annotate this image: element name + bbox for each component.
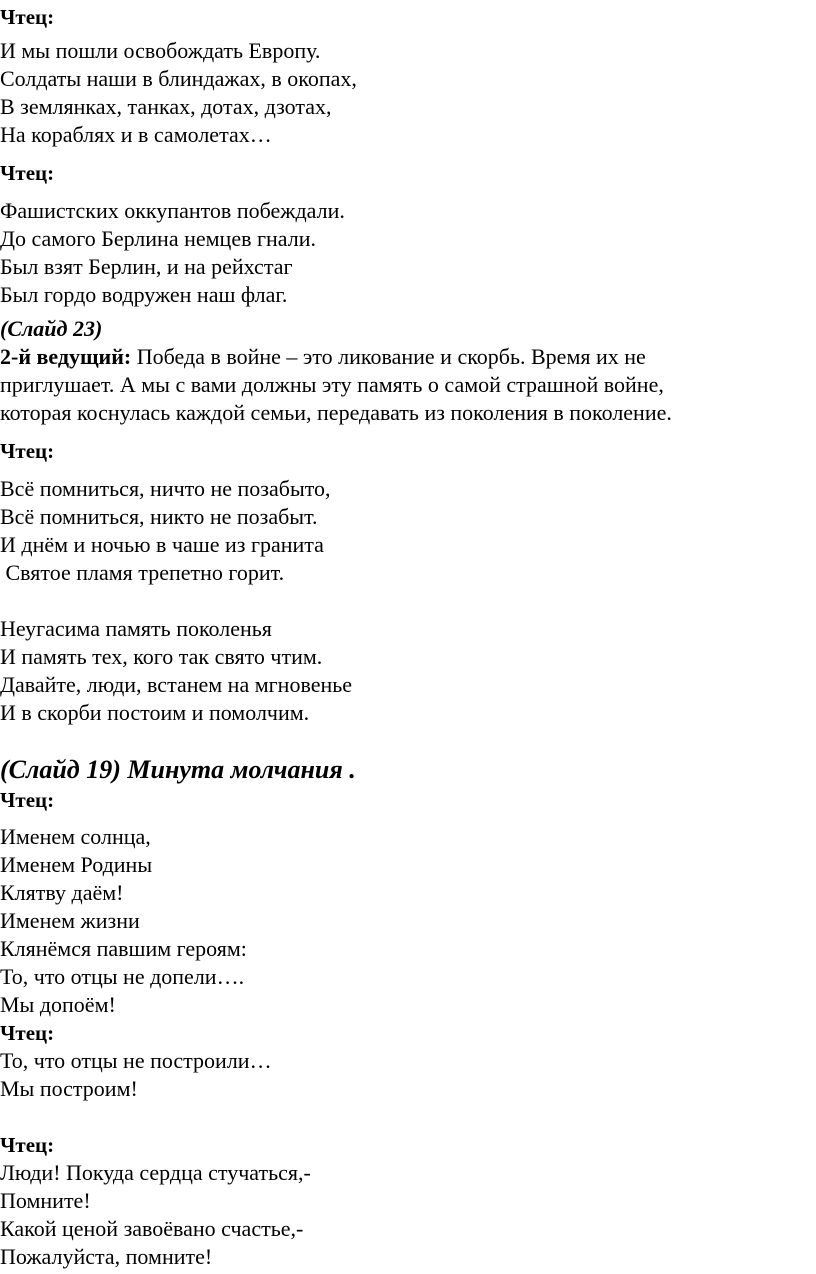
poem-line: Неугасима память поколенья (0, 616, 272, 641)
prose-line: приглушает. А мы с вами должны эту память о самой страшной войне, (0, 372, 664, 397)
host-label: 2-й ведущий: (0, 344, 132, 369)
poem-line: И днём и ночью в чаше из гранита (0, 532, 324, 557)
speaker-label: Чтец: (0, 161, 55, 185)
poem-line: До самого Берлина немцев гнали. (0, 226, 316, 251)
poem-line: Давайте, люди, встанем на мгновенье (0, 672, 353, 697)
poem-line: Был взят Берлин, и на рейхстаг (0, 254, 293, 279)
poem-line: Клянёмся павшим героям: (0, 936, 247, 961)
speaker-label: Чтец: (0, 788, 55, 812)
speaker-label: Чтец: (0, 439, 55, 463)
poem-line: Какой ценой завоёвано счастье,- (0, 1216, 304, 1241)
poem-line: Пожалуйста, помните! (0, 1244, 213, 1269)
slide-marker: (Слайд 19) Минута молчания . (0, 755, 356, 784)
poem-line: Святое пламя трепетно горит. (0, 560, 285, 585)
poem-line: Всё помниться, ничто не позабыто, (0, 476, 331, 501)
poem-line: И в скорби постоим и помолчим. (0, 700, 310, 725)
poem-line: Люди! Покуда сердца стучаться,- (0, 1160, 311, 1185)
poem-line: На кораблях и в самолетах… (0, 122, 272, 147)
prose-line: которая коснулась каждой семьи, передавать из поколения в поколение. (0, 400, 672, 425)
poem-line: Клятву даём! (0, 880, 124, 905)
poem-line: Именем Родины (0, 852, 153, 877)
poem-line: Именем жизни (0, 908, 140, 933)
poem-line: Всё помниться, никто не позабыт. (0, 504, 318, 529)
poem-line: В землянках, танках, дотах, дзотах, (0, 94, 332, 119)
host-line (0, 343, 646, 371)
poem-line: Был гордо водружен наш флаг. (0, 282, 288, 307)
poem-line: Фашистских оккупантов побеждали. (0, 198, 345, 223)
poem-line: То, что отцы не построили… (0, 1048, 272, 1073)
speaker-label: Чтец: (0, 1021, 55, 1045)
poem-line: Солдаты наши в блиндажах, в окопах, (0, 66, 357, 91)
poem-line: И память тех, кого так свято чтим. (0, 644, 323, 669)
poem-line: Мы допоём! (0, 992, 116, 1017)
speaker-label: Чтец: (0, 5, 55, 29)
poem-line: То, что отцы не допели…. (0, 964, 245, 989)
poem-line: Именем солнца, (0, 824, 151, 849)
poem-line: И мы пошли освобождать Европу. (0, 38, 321, 63)
poem-line: Помните! (0, 1188, 91, 1213)
host-text: Победа в войне – это ликование и скорбь. Время их не (131, 344, 646, 369)
poem-line: Мы построим! (0, 1076, 138, 1101)
speaker-label: Чтец: (0, 1133, 55, 1157)
slide-marker: (Слайд 23) (0, 316, 103, 341)
